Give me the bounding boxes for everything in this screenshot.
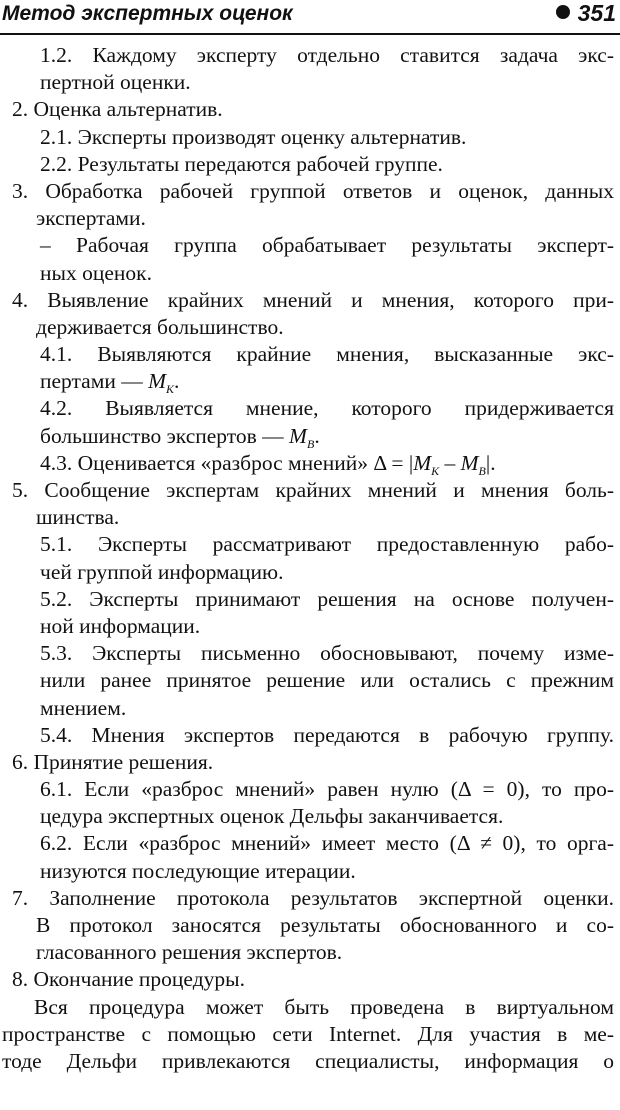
line-text: низуются последующие итерации.	[40, 858, 356, 883]
line-text: 8. Окончание процедуры.	[12, 967, 245, 992]
math-fragment: B	[478, 463, 486, 478]
line-text: 3. Обработка рабочей группой ответов и оценок, данных	[12, 178, 614, 203]
text-line	[0, 341, 620, 368]
text-line	[0, 586, 620, 613]
line-text: тоде Дельфи привлекаются специалисты, информация о	[2, 1048, 614, 1073]
running-title: Метод экспертных оценок	[2, 2, 293, 25]
bullet-dot-icon	[556, 5, 570, 19]
line-text: ных оценок.	[40, 260, 152, 285]
line-text: гласованного решения экспертов.	[36, 940, 343, 965]
line-text: 6.1. Если «разброс мнений» равен нулю (Δ = 0), то про-	[40, 777, 614, 802]
page-number: 351	[577, 0, 616, 26]
text-line	[0, 395, 620, 422]
text-line	[0, 477, 620, 504]
line-text: ной информации.	[40, 613, 201, 638]
line-text: 5.1. Эксперты рассматривают предоставленную рабо-	[40, 532, 614, 557]
math-fragment: B	[306, 436, 315, 451]
math-fragment: M	[413, 450, 432, 475]
text-line	[0, 749, 620, 776]
text-line	[0, 939, 620, 966]
text-line	[0, 885, 620, 912]
text-line	[0, 260, 620, 287]
line-text: мнением.	[40, 695, 127, 720]
text-line	[0, 531, 620, 558]
text-line	[0, 124, 620, 151]
math-fragment: .	[174, 369, 180, 394]
text-line	[0, 178, 620, 205]
text-line	[0, 1021, 620, 1048]
line-text: 4. Выявление крайних мнений и мнения, которого при-	[12, 287, 614, 312]
line-text: Вся процедура может быть проведена в виртуальном	[34, 994, 614, 1019]
line-text: 6. Принятие решения.	[12, 749, 214, 774]
line-text: 5.3. Эксперты письменно обосновывают, почему изме-	[40, 641, 614, 666]
line-text: 2.1. Эксперты производят оценку альтернатив.	[40, 124, 467, 149]
text-line	[0, 287, 620, 314]
page-body	[0, 42, 620, 1075]
text-line	[0, 42, 620, 69]
math-fragment: M	[148, 369, 166, 394]
page-number-block	[556, 0, 616, 27]
line-text: 4.3. Оценивается «разброс мнений» Δ = |	[40, 450, 414, 475]
header-rule	[0, 33, 620, 35]
line-text: шинства.	[36, 505, 120, 530]
line-text: 2. Оценка альтернатив.	[12, 97, 223, 122]
text-line	[0, 1048, 620, 1075]
text-line	[0, 667, 620, 694]
text-line	[0, 232, 620, 259]
text-line	[0, 314, 620, 341]
text-line	[0, 858, 620, 885]
math-fragment: K	[166, 382, 175, 397]
math-fragment: –	[439, 450, 461, 475]
text-line	[0, 450, 620, 477]
line-text: 5.4. Мнения экспертов передаются в рабочую группу.	[40, 722, 614, 747]
text-line	[0, 423, 620, 450]
text-line	[0, 151, 620, 178]
line-text: 6.2. Если «разброс мнений» имеет место (Δ ≠ 0), то орга-	[40, 831, 614, 856]
math-fragment: M	[289, 423, 307, 448]
text-line	[0, 966, 620, 993]
text-line	[0, 69, 620, 96]
text-line	[0, 613, 620, 640]
text-line	[0, 504, 620, 531]
math-fragment: M	[460, 450, 479, 475]
text-line	[0, 830, 620, 857]
running-header	[0, 0, 620, 38]
line-text: 4.1. Выявляются крайние мнения, высказанные экс-	[40, 342, 614, 367]
line-text: нили ранее принятое решение или остались с прежним	[40, 668, 614, 693]
line-text: чей группой информацию.	[40, 559, 284, 584]
text-line	[0, 96, 620, 123]
math-fragment: .	[314, 423, 320, 448]
line-text: 5.2. Эксперты принимают решения на основе получен-	[40, 586, 614, 611]
line-text: экспертами.	[36, 206, 146, 231]
line-text: держивается большинство.	[36, 314, 284, 339]
line-text: – Рабочая группа обрабатывает результаты эксперт-	[40, 233, 614, 258]
line-text: пространстве с помощью сети Internet. Для участия в ме-	[2, 1021, 614, 1046]
text-line	[0, 368, 620, 395]
line-text: 2.2. Результаты передаются рабочей группе.	[40, 151, 443, 176]
text-line	[0, 695, 620, 722]
text-line	[0, 912, 620, 939]
line-text: пертной оценки.	[40, 70, 191, 95]
line-text: большинство экспертов —	[40, 423, 290, 448]
line-text: 7. Заполнение протокола результатов экспертной оценки.	[12, 885, 614, 910]
text-line	[0, 205, 620, 232]
line-text: 4.2. Выявляется мнение, которого придерживается	[40, 396, 614, 421]
text-line	[0, 559, 620, 586]
line-text: В протокол заносятся результаты обоснованного и со-	[36, 913, 614, 937]
line-text: 1.2. Каждому эксперту отдельно ставится задача экс-	[40, 43, 614, 67]
text-line	[0, 803, 620, 830]
math-fragment: K	[431, 463, 440, 478]
math-fragment: |.	[485, 450, 496, 475]
text-line	[0, 722, 620, 749]
text-line	[0, 994, 620, 1021]
line-text: пертами —	[40, 369, 149, 394]
line-text: 5. Сообщение экспертам крайних мнений и мнения боль-	[12, 478, 614, 502]
text-line	[0, 776, 620, 803]
text-line	[0, 640, 620, 667]
line-text: цедура экспертных оценок Дельфы заканчивается.	[40, 804, 504, 829]
